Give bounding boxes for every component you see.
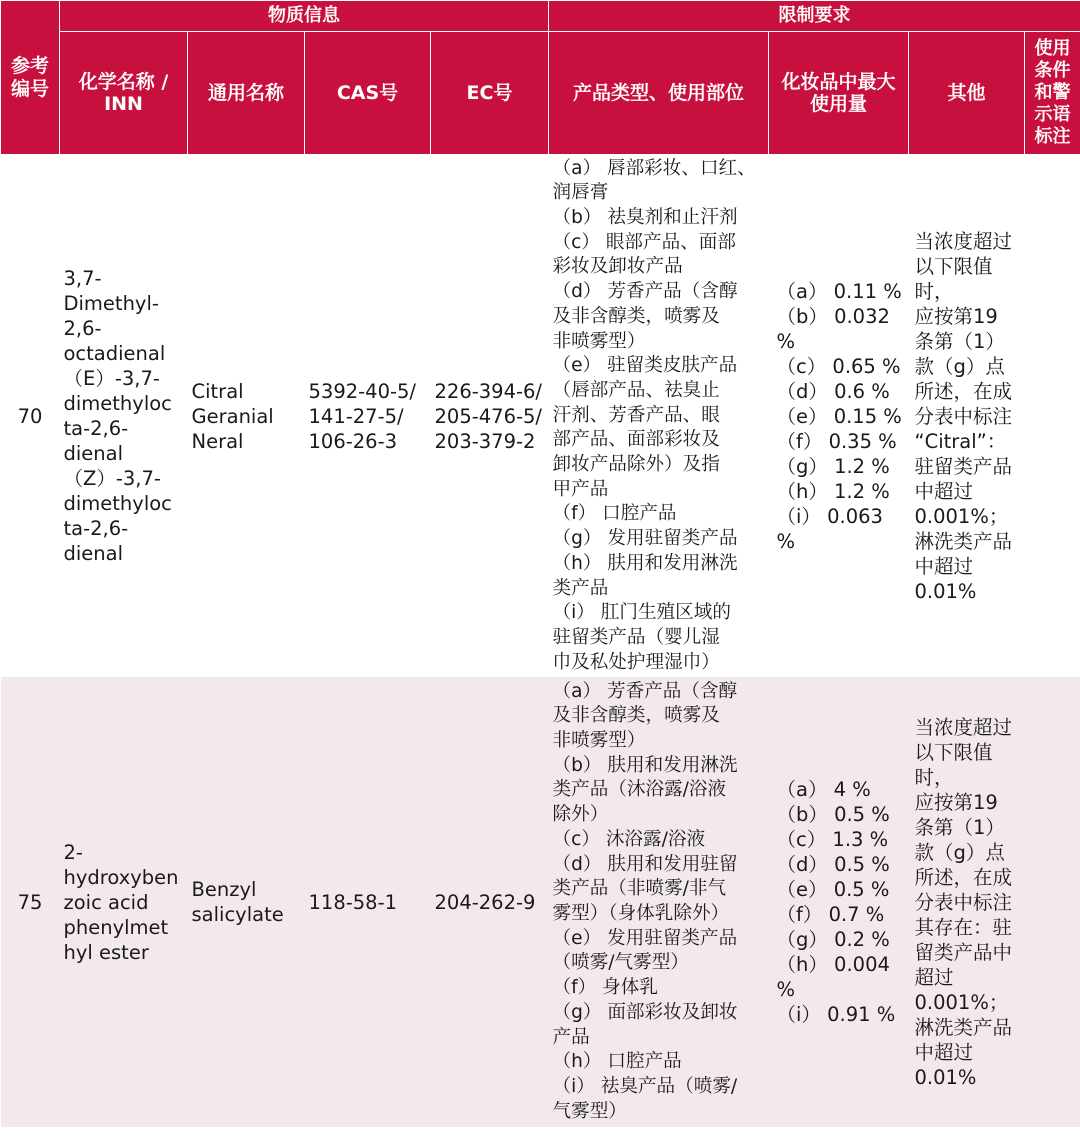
header-ec-number: EC号 <box>431 32 549 155</box>
header-chemical-name: 化学名称 / INN <box>60 32 188 155</box>
cell-max-concentration: （a） 4 % （b） 0.5 % （c） 1.3 % （d） 0.5 % （e） 0.5 % （f） 0.7 % （g） 0.2 % （h） 0.004 % （i） 0.91 % <box>769 677 909 1127</box>
cell-chemical-name: 2- hydroxyben zoic acid phenylmet hyl ester <box>60 677 188 1127</box>
cell-usage-warning <box>1025 677 1080 1127</box>
table-row <box>1 155 1080 678</box>
cell-chemical-name: 3,7- Dimethyl- 2,6- octadienal （E）-3,7- dimethyloc ta-2,6- dienal （Z）-3,7- dimethyloc ta-2,6- dienal <box>63 267 172 565</box>
cell-common-name: Benzyl salicylate <box>188 677 305 1127</box>
cell-cas-number: 5392-40-5/ 141-27-5/ 106-26-3 <box>308 379 416 453</box>
header-group-substance-info: 物质信息 <box>60 1 549 32</box>
cell-common-name: Citral Geranial Neral <box>191 379 274 453</box>
cell-usage-warning <box>1025 155 1080 678</box>
header-common-name: 通用名称 <box>188 32 305 155</box>
cell-ref-no: 70 <box>17 404 43 428</box>
cell-ec-number: 204-262-9 <box>431 677 549 1127</box>
cell-product-types: （a） 芳香产品（含醇 及非含醇类，喷雾及 非喷雾型） （b） 肤用和发用淋洗 类产品（沐浴露/浴液 除外） （c） 沐浴露/浴液 （d） 肤用和发用驻留 类产品（非喷雾/非气 雾型）（身体乳除外） （e） 发用驻留类产品 （喷雾/气雾型） （f） 身体乳 （g） 面部彩妆及卸妆 产品 （h） 口腔产品 （i） 祛臭产品（喷雾/ 气雾型） <box>549 677 769 1127</box>
header-other: 其他 <box>909 32 1025 155</box>
cell-ec-number: 226-394-6/ 205-476-5/ 203-379-2 <box>434 379 542 453</box>
cell-other: 当浓度超过 以下限值时， 应按第19 条第（1） 款（g）点 所述，在成 分表中标注 其存在：驻 留类产品中 超过 0.001%； 淋洗类产品 中超过 0.01% <box>909 677 1025 1127</box>
cell-ref-no: 75 <box>1 677 60 1127</box>
header-max-concentration: 化妆品中最大 使用量 <box>769 32 909 155</box>
cell-cas-number: 118-58-1 <box>305 677 431 1127</box>
cell-other: 当浓度超过 以下限值时， 应按第19 条第（1） 款（g）点 所述，在成 分表中标注 “Citral”： 驻留类产品 中超过 0.001%； 淋洗类产品 中超过 0.01% <box>914 229 1013 603</box>
cell-max-concentration: （a） 0.11 % （b） 0.032 % （c） 0.65 % （d） 0.6 % （e） 0.15 % （f） 0.35 % （g） 1.2 % （h） 1.2 % （i） 0.063 % <box>776 279 902 553</box>
header-product-type: 产品类型、使用部位 <box>549 32 769 155</box>
header-group-restrictions: 限制要求 <box>549 1 1080 32</box>
header-ref-no: 参考 编号 <box>1 1 60 155</box>
cell-product-types: （a） 唇部彩妆、口红、 润唇膏 （b） 祛臭剂和止汗剂 （c） 眼部产品、面部 彩妆及卸妆产品 （d） 芳香产品（含醇 及非含醇类，喷雾及 非喷雾型） （e） 驻留类皮肤产品 （唇部产品、祛臭止 汗剂、芳香产品、眼 部产品、面部彩妆及 卸妆产品除外）及指 甲产品 （f） 口腔产品 （g） 发用驻留类产品 （h） 肤用和发用淋洗 类产品 （i） 肛门生殖区域的 驻留类产品（婴儿湿 巾及私处护理湿巾） <box>552 157 756 673</box>
header-cas-number: CAS号 <box>305 32 431 155</box>
header-usage-warning: 使用 条件 和警 示语 标注 <box>1025 32 1080 155</box>
table-row <box>1 677 1080 1127</box>
